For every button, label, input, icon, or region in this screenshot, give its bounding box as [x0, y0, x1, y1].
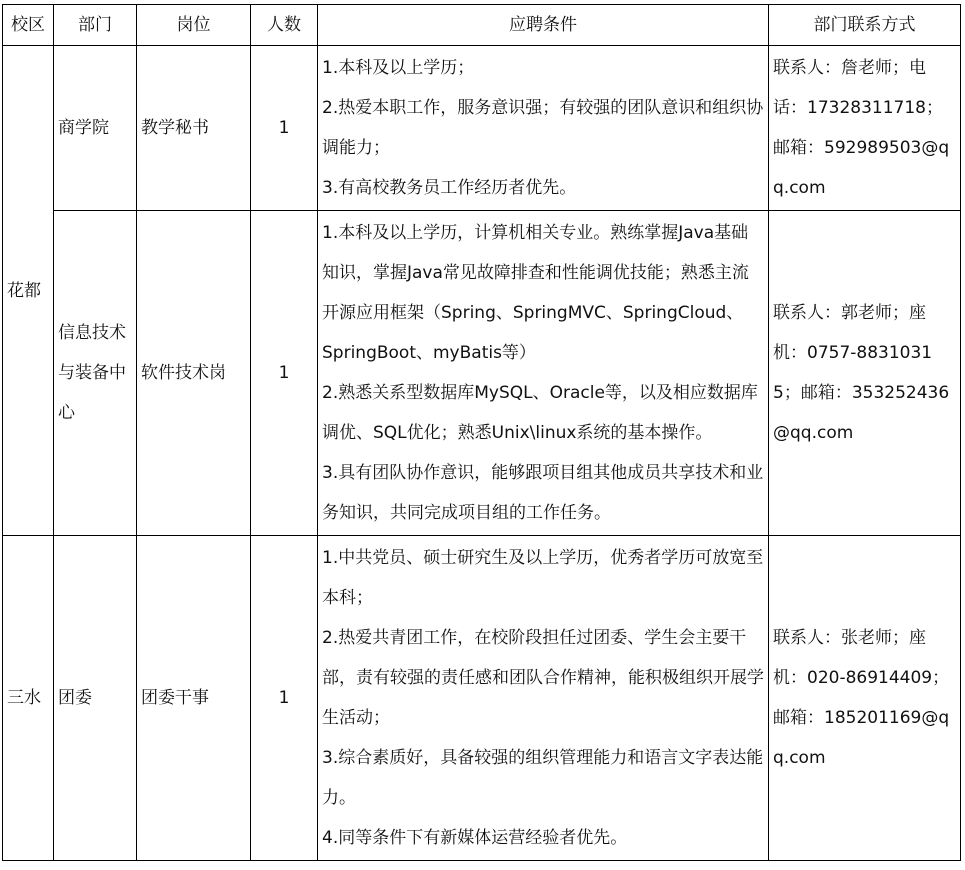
- requirement-item: 2.熟悉关系型数据库MySQL、Oracle等，以及相应数据库调优、SQL优化；熟悉Unix\linux系统的基本操作。: [322, 383, 758, 443]
- position-cell: 软件技术岗: [137, 211, 251, 536]
- count-cell: 1: [251, 46, 318, 211]
- requirement-item: 1.本科及以上学历，计算机相关专业。熟练掌握Java基础知识，掌握Java常见故障排查和性能调优技能；熟悉主流开源应用框架（Spring、SpringMVC、SpringCloud、SpringBoot、myBatis等）: [322, 223, 749, 363]
- requirement-item: 1.本科及以上学历；: [322, 58, 475, 78]
- requirement-item: 2.热爱共青团工作，在校阶段担任过团委、学生会主要干部，责有较强的责任感和团队合作精神，能积极组织开展学生活动；: [322, 628, 764, 728]
- header-row: [3, 5, 961, 46]
- header-contact: 部门联系方式: [769, 5, 961, 46]
- department-cell: 团委: [54, 536, 137, 861]
- department-cell: 商学院: [54, 46, 137, 211]
- contact-cell: 联系人：郭老师；座机：0757-88310315；邮箱：353252436@qq.com: [769, 211, 961, 536]
- campus-cell: 花都: [3, 46, 54, 536]
- header-requirements: 应聘条件: [318, 5, 769, 46]
- table-row: [3, 536, 961, 861]
- requirement-item: 2.热爱本职工作，服务意识强；有较强的团队意识和组织协调能力；: [322, 98, 764, 158]
- department-cell: 信息技术与装备中心: [54, 211, 137, 536]
- requirement-item: 3.综合素质好，具备较强的组织管理能力和语言文字表达能力。: [322, 748, 764, 808]
- requirement-item: 3.具有团队协作意识，能够跟项目组其他成员共享技术和业务知识，共同完成项目组的工作任务。: [322, 463, 764, 523]
- requirement-item: 1.中共党员、硕士研究生及以上学历，优秀者学历可放宽至本科；: [322, 548, 764, 608]
- header-count: 人数: [251, 5, 318, 46]
- requirements-cell: [318, 536, 769, 861]
- header-campus: 校区: [3, 5, 54, 46]
- contact-cell: 联系人：张老师；座机：020-86914409；邮箱：185201169@qq.com: [769, 536, 961, 861]
- requirement-item: 3.有高校教务员工作经历者优先。: [322, 178, 577, 198]
- requirements-cell: [318, 46, 769, 211]
- recruitment-table: [2, 4, 961, 861]
- position-cell: 团委干事: [137, 536, 251, 861]
- requirements-cell: [318, 211, 769, 536]
- table-row: [3, 46, 961, 211]
- count-cell: 1: [251, 536, 318, 861]
- table-row: [3, 211, 961, 536]
- campus-cell: 三水: [3, 536, 54, 861]
- header-position: 岗位: [137, 5, 251, 46]
- position-cell: 教学秘书: [137, 46, 251, 211]
- requirement-item: 4.同等条件下有新媒体运营经验者优先。: [322, 828, 628, 848]
- count-cell: 1: [251, 211, 318, 536]
- header-department: 部门: [54, 5, 137, 46]
- contact-cell: 联系人：詹老师；电话：17328311718；邮箱：592989503@qq.com: [769, 46, 961, 211]
